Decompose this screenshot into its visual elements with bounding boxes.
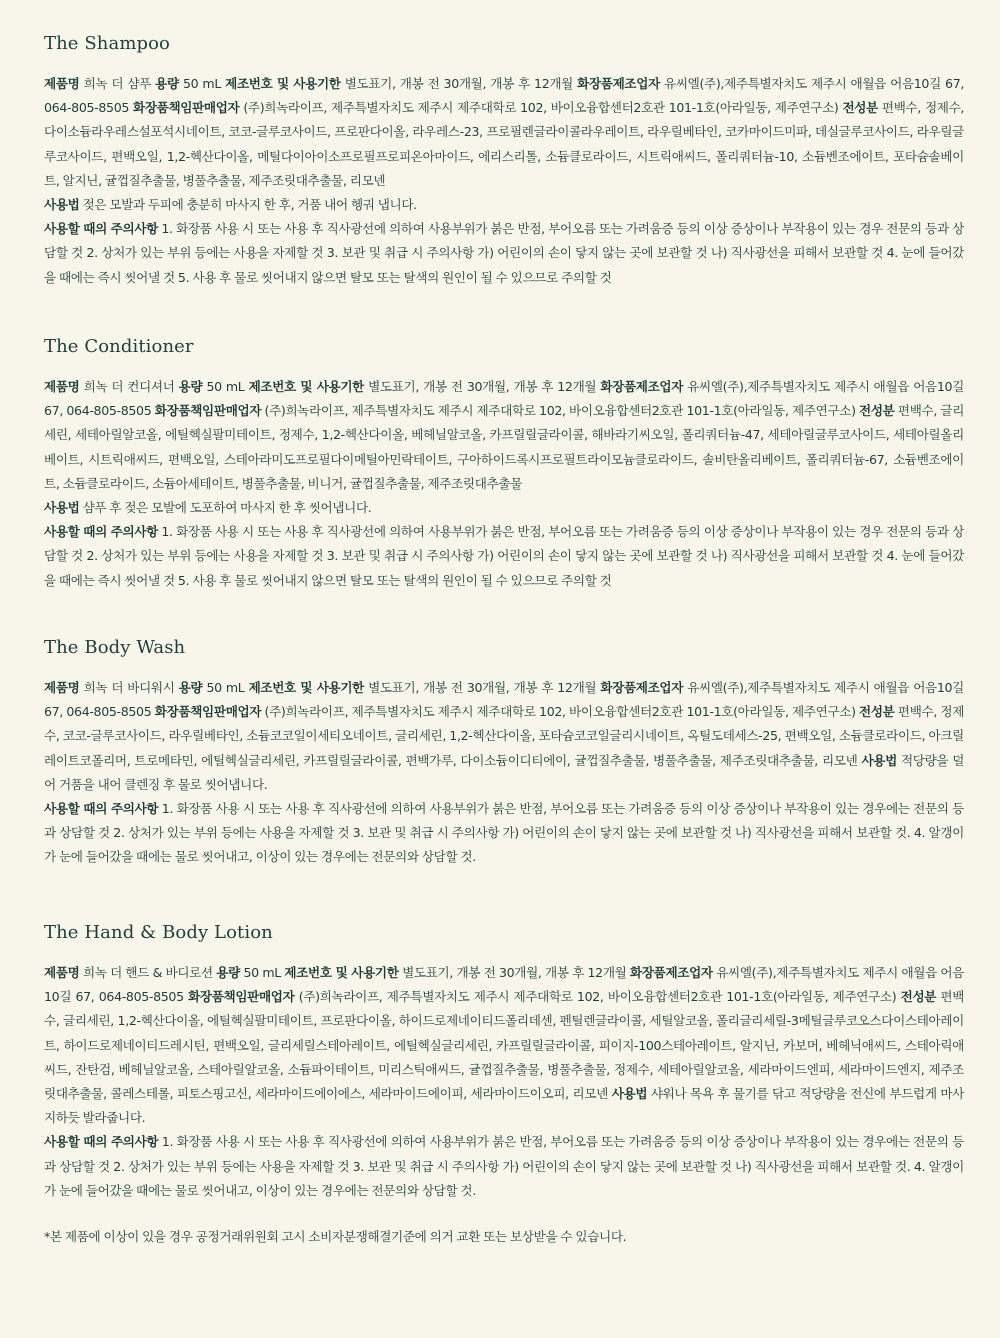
product-details xyxy=(44,961,964,1130)
usage-label: 사용법 xyxy=(44,500,80,516)
usage-value: 젖은 모발과 두피에 충분히 마사지 한 후, 거품 내어 헹궈 냅니다. xyxy=(82,197,417,213)
section-shampoo xyxy=(44,32,964,290)
seller-label: 화장품책임판매업자 xyxy=(154,704,262,720)
caution-value: 1. 화장품 사용 시 또는 사용 후 직사광선에 의하여 사용부위가 붉은 반점, 부어오름 또는 가려움증 등의 이상 증상이나 부작용이 있는 경우에는 전문의 등과 상담할 것 2. 상처가 있는 부위 등에는 사용을 자제할 것 3. 보관 및 취급 시 주의사항 가) 어린이의 손이 닿지 않는 곳에 보관할 것 나) 직사광선을 피해서 보관할 것. 4. 알갱이가 눈에 들어갔을 때에는 물로 씻어내고, 이상이 있는 경우에는 전문의와 상담할 것. xyxy=(44,801,964,865)
product-name-value: 희녹 더 바디워시 xyxy=(83,680,175,695)
manufacturer-label: 화장품제조업자 xyxy=(630,965,713,980)
usage-value: 샤워나 목욕 후 물기를 닦고 적당량을 전신에 부드럽게 마사지하듯 발라줍니다. xyxy=(44,1086,964,1126)
ingredients-label: 전성분 xyxy=(859,403,895,419)
caution-paragraph xyxy=(44,797,964,870)
ingredients-label: 전성분 xyxy=(859,704,895,720)
ingredients-value: 편백수, 글리세린, 1,2-헥산다이올, 에틸헥실팔미테이트, 프로판다이올, 하이드로제네이티드폴리데센, 펜틸렌글라이콜, 세틸알코올, 폴리글리세릴-3메틸글루코오스다이스테아레이트, 하이드로제네이티드레시틴, 편백오일, 글리세릴스테아레이트, 에틸헥실글리세린, 카프릴릴글라이콜, 피이지-100스테아레이트, 알지닌, 카보머, 베헤닉애씨드, 스테아릭애씨드, 잔탄검, 베헤닐알코올, 스테아릴알코올, 소듐파이테이트, 미리스틱애씨드, 귤껍질추출물, 병풀추출물, 정제수, 세테아릴알코올, 세라마이드엔피, 세라마이드엔지, 제주조릿대추출물, 콜레스테롤, 피토스핑고신, 세라마이드에이에스, 세라마이드에이피, 세라마이드이오피, 리모넨 xyxy=(44,989,965,1102)
product-name-label: 제품명 xyxy=(44,680,80,695)
section-body-wash xyxy=(44,636,964,870)
manufacture-expiry-value: 별도표기, 개봉 전 30개월, 개봉 후 12개월 xyxy=(368,680,597,695)
caution-paragraph xyxy=(44,1130,964,1203)
caution-paragraph xyxy=(44,217,964,290)
caution-label: 사용할 때의 주의사항 xyxy=(44,221,158,237)
product-name-value: 희녹 더 샴푸 xyxy=(83,76,151,91)
manufacturer-label: 화장품제조업자 xyxy=(600,379,684,394)
usage-paragraph xyxy=(44,496,964,520)
manufacturer-label: 화장품제조업자 xyxy=(600,680,684,695)
product-details xyxy=(44,72,964,193)
seller-label: 화장품책임판매업자 xyxy=(154,403,262,419)
ingredients-value: 편백수, 글리세린, 세테아릴알코올, 에틸헥실팔미테이트, 정제수, 1,2-헥산다이올, 베헤닐알코올, 카프릴릴글라이콜, 해바라기씨오일, 폴리쿼터늄-47, 세테아릴글루코사이드, 세테아릴올리베이트, 시트릭애씨드, 편백오일, 스테아라미도프로필다이메틸아민락테이트, 구아하이드록시프로필트라이모늄클로라이드, 솔비탄올리베이트, 폴리쿼터늄-67, 소듐벤조에이트, 소듐클로라이드, 소듐아세테이트, 병풀추출물, 비니거, 귤껍질추출물, 제주조릿대추출물 xyxy=(44,403,965,491)
volume-value: 50 mL xyxy=(182,76,222,91)
volume-value: 50 mL xyxy=(206,379,245,394)
footnote: *본 제품에 이상이 있을 경우 공정거래위원회 고시 소비자분쟁해결기준에 의거 교환 또는 보상받을 수 있습니다. xyxy=(44,1229,627,1244)
caution-value: 1. 화장품 사용 시 또는 사용 후 직사광선에 의하여 사용부위가 붉은 반점, 부어오름 또는 가려움증 등의 이상 증상이나 부작용이 있는 경우 전문의 등과 상담할 것 2. 상처가 있는 부위 등에는 사용을 자제할 것 3. 보관 및 취급 시 주의사항 가) 어린이의 손이 닿지 않는 곳에 보관할 것 나) 직사광선을 피해서 보관할 것 4. 눈에 들어갔을 때에는 즉시 씻어낼 것 5. 사용 후 물로 씻어내지 않으면 탈모 또는 탈색의 원인이 될 수 있으므로 주의할 것 xyxy=(44,524,964,588)
section-title: The Conditioner xyxy=(44,336,194,357)
product-details xyxy=(44,676,964,797)
volume-label: 용량 xyxy=(155,76,179,91)
manufacture-expiry-label: 제조번호 및 사용기한 xyxy=(284,965,399,980)
section-hand-body-lotion xyxy=(44,921,964,1203)
caution-paragraph xyxy=(44,520,964,593)
volume-value: 50 mL xyxy=(243,965,281,980)
seller-value: (주)희녹라이프, 제주특별자치도 제주시 제주대학로 102, 바이오융합센터2호관 101-1호(아라일동, 제주연구소) xyxy=(264,403,856,419)
section-conditioner xyxy=(44,335,964,593)
manufacture-expiry-value: 별도표기, 개봉 전 30개월, 개봉 후 12개월 xyxy=(344,76,574,91)
caution-label: 사용할 때의 주의사항 xyxy=(44,801,159,817)
ingredients-label: 전성분 xyxy=(900,989,937,1005)
manufacturer-label: 화장품제조업자 xyxy=(577,76,660,91)
usage-label: 사용법 xyxy=(44,197,80,213)
product-name-value: 희녹 더 컨디셔너 xyxy=(83,379,175,394)
manufacturer-value: 유씨엘(주),제주특별자치도 제주시 애월읍 어음10길 67, 064-805-8505 xyxy=(44,379,964,419)
section-title: The Hand & Body Lotion xyxy=(44,922,273,943)
section-title: The Shampoo xyxy=(44,33,170,54)
manufacture-expiry-label: 제조번호 및 사용기한 xyxy=(248,680,364,695)
manufacturer-value: 유씨엘(주),제주특별자치도 제주시 애월읍 어음10길 67, 064-805-8505 xyxy=(44,680,964,720)
section-body xyxy=(44,375,964,593)
seller-value: (주)희녹라이프, 제주특별자치도 제주시 제주대학로 102, 바이오융합센터2호관 101-1호(아라일동, 제주연구소) xyxy=(298,989,897,1005)
usage-label: 사용법 xyxy=(861,752,897,768)
caution-label: 사용할 때의 주의사항 xyxy=(44,1134,159,1150)
usage-value: 샴푸 후 젖은 모발에 도포하여 마사지 한 후 씻어냅니다. xyxy=(82,500,372,516)
usage-label: 사용법 xyxy=(611,1086,648,1102)
section-title: The Body Wash xyxy=(44,637,186,658)
manufacture-expiry-label: 제조번호 및 사용기한 xyxy=(248,379,364,394)
manufacture-expiry-label: 제조번호 및 사용기한 xyxy=(225,76,341,91)
seller-value: (주)희녹라이프, 제주특별자치도 제주시 제주대학로 102, 바이오융합센터2호관 101-1호(아라일동, 제주연구소) xyxy=(243,100,839,116)
product-name-value: 희녹 더 핸드 & 바디로션 xyxy=(82,965,213,980)
volume-value: 50 mL xyxy=(206,680,245,695)
ingredients-value: 편백수, 정제수, 코코-글루코사이드, 라우릴베타인, 소듐코코일이세티오네이트, 글리세린, 1,2-헥산다이올, 포타슘코코일글리시네이트, 옥틸도데세스-25, 편백오일, 소듐클로라이드, 아크릴레이트코폴리머, 트로메타민, 에틸헥실글리세린, 카프릴릴글라이콜, 편백가루, 다이소듐이디티에이, 귤껍질추출물, 병풀추출물, 제주조릿대추출물, 리모넨 xyxy=(44,704,965,768)
manufacturer-value: 유씨엘(주),제주특별자치도 제주시 애월읍 어음10길 67, 064-805-8505 xyxy=(44,965,965,1005)
usage-value: 적당량을 덜어 거품을 내어 클렌징 후 물로 씻어냅니다. xyxy=(44,752,965,792)
ingredients-value: 편백수, 정제수, 다이소듐라우레스설포석시네이트, 코코-글루코사이드, 프로판다이올, 라우레스-23, 프로필렌글라이콜라우레이트, 라우릴베타인, 코카마이드미파, 데실글루코사이드, 라우릴글루코사이드, 편백오일, 1,2-헥산다이올, 메틸다이아이소프로필프로피온아마이드, 에리스리톨, 소듐클로라이드, 시트릭애씨드, 폴리쿼터늄-10, 소듐벤조에이트, 포타슘솔베이트, 알지닌, 귤껍질추출물, 병풀추출물, 제주조릿대추출물, 리모넨 xyxy=(44,100,965,188)
volume-label: 용량 xyxy=(178,680,203,695)
seller-label: 화장품책임판매업자 xyxy=(133,100,240,116)
volume-label: 용량 xyxy=(216,965,240,980)
seller-value: (주)희녹라이프, 제주특별자치도 제주시 제주대학로 102, 바이오융합센터2호관 101-1호(아라일동, 제주연구소) xyxy=(264,704,856,720)
section-body xyxy=(44,961,964,1203)
volume-label: 용량 xyxy=(178,379,203,394)
product-name-label: 제품명 xyxy=(44,965,80,980)
ingredients-label: 전성분 xyxy=(842,100,878,116)
manufacture-expiry-value: 별도표기, 개봉 전 30개월, 개봉 후 12개월 xyxy=(402,965,627,980)
manufacturer-value: 유씨엘(주),제주특별자치도 제주시 애월읍 어음10길 67, 064-805-8505 xyxy=(44,76,965,116)
manufacture-expiry-value: 별도표기, 개봉 전 30개월, 개봉 후 12개월 xyxy=(368,379,597,394)
product-name-label: 제품명 xyxy=(44,76,80,91)
seller-label: 화장품책임판매업자 xyxy=(188,989,295,1005)
section-body xyxy=(44,72,964,290)
usage-paragraph xyxy=(44,193,964,217)
caution-value: 1. 화장품 사용 시 또는 사용 후 직사광선에 의하여 사용부위가 붉은 반점, 부어오름 또는 가려움증 등의 이상 증상이나 부작용이 있는 경우에는 전문의 등과 상담할 것 2. 상처가 있는 부위 등에는 사용을 자제할 것 3. 보관 및 취급 시 주의사항 가) 어린이의 손이 닿지 않는 곳에 보관할 것 나) 직사광선을 피해서 보관할 것. 4. 알갱이가 눈에 들어갔을 때에는 물로 씻어내고, 이상이 있는 경우에는 전문의와 상담할 것. xyxy=(44,1134,964,1198)
caution-value: 1. 화장품 사용 시 또는 사용 후 직사광선에 의하여 사용부위가 붉은 반점, 부어오름 또는 가려움증 등의 이상 증상이나 부작용이 있는 경우 전문의 등과 상담할 것 2. 상처가 있는 부위 등에는 사용을 자제할 것 3. 보관 및 취급 시 주의사항 가) 어린이의 손이 닿지 않는 곳에 보관할 것 나) 직사광선을 피해서 보관할 것 4. 눈에 들어갔을 때에는 즉시 씻어낼 것 5. 사용 후 물로 씻어내지 않으면 탈모 또는 탈색의 원인이 될 수 있으므로 주의할 것 xyxy=(44,221,964,285)
product-details xyxy=(44,375,964,496)
section-body xyxy=(44,676,964,870)
product-name-label: 제품명 xyxy=(44,379,80,394)
caution-label: 사용할 때의 주의사항 xyxy=(44,524,158,540)
